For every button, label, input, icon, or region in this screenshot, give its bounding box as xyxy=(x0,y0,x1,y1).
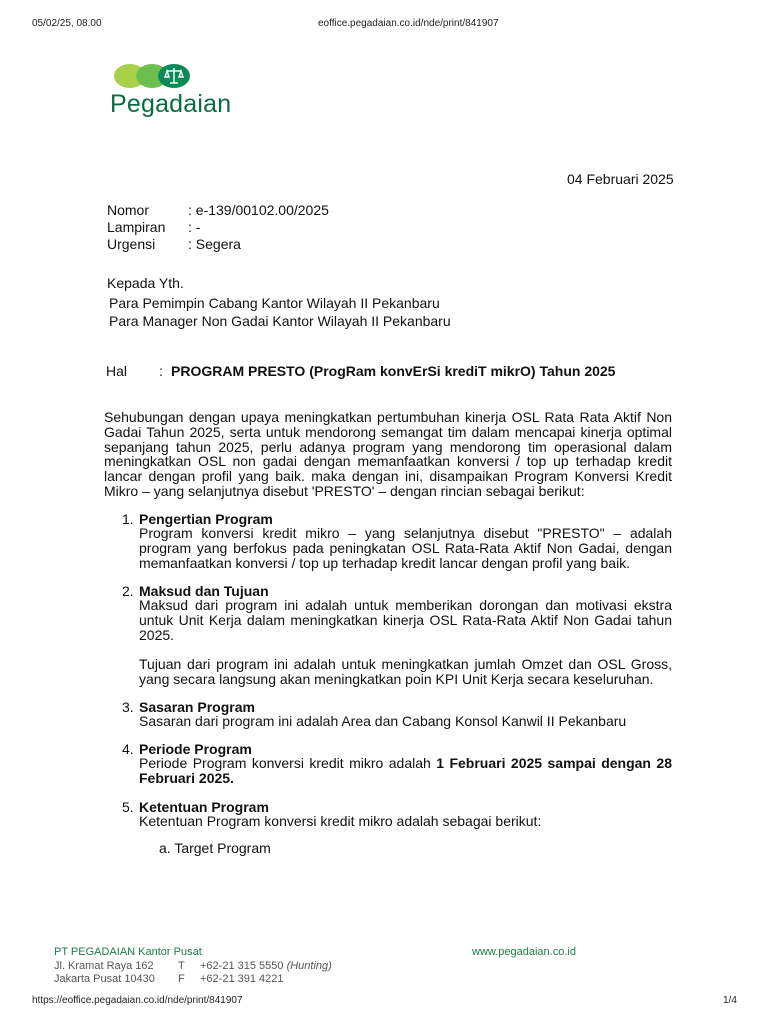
print-footer-url: https://eoffice.pegadaian.co.id/nde/print/841907 xyxy=(32,995,243,1006)
meta-label: Lampiran xyxy=(107,219,166,235)
logo-mark-icon xyxy=(112,62,194,90)
footer-company: PT PEGADAIAN Kantor Pusat xyxy=(54,946,202,958)
meta-value: : - xyxy=(188,219,201,235)
period-dates: 1 Februari 2025 sampai dengan 28 Februari 2025. xyxy=(139,755,672,786)
item-text: Tujuan dari program ini adalah untuk meningkatkan jumlah Omzet dan OSL Gross, yang secara langsung akan meningkatkan poin KPI Unit Kerja secara keseluruhan. xyxy=(139,656,672,687)
footer-phone xyxy=(200,960,332,972)
meta-value: : Segera xyxy=(188,236,241,252)
meta-lampiran xyxy=(107,219,200,235)
print-datetime: 05/02/25, 08.00 xyxy=(32,18,102,29)
footer-address-1: Jl. Kramat Raya 162 xyxy=(54,960,154,972)
footer-phone-note: (Hunting) xyxy=(286,960,332,972)
item-title: Maksud dan Tujuan xyxy=(139,583,269,599)
intro-paragraph: Sehubungan dengan upaya meningkatkan pertumbuhan kinerja OSL Rata Rata Aktif Non Gadai Tahun 2025, serta untuk mendorong semangat tim dalam mencapai kinerja optimal sepanjang tahun 2025, perlu adanya program yang mendorong tim operasional dalam meningkatkan OSL non gadai dengan memanfaatkan konversi / top up terhadap kredit lancar dengan profil yang baik. maka dengan ini, disampaikan Program Konversi Kredit Mikro – yang selanjutnya disebut 'PRESTO' – dengan rincian sebagai berikut: xyxy=(104,409,672,499)
meta-label: Urgensi xyxy=(107,236,156,252)
item-number: 3. xyxy=(122,699,134,715)
letterhead-footer xyxy=(52,944,604,988)
footer-fax: +62-21 391 4221 xyxy=(200,973,284,985)
meta-value: : e-139/00102.00/2025 xyxy=(188,202,329,218)
period-text: Periode Program konversi kredit mikro adalah xyxy=(139,755,437,771)
footer-phone-label: T xyxy=(178,960,185,972)
recipient-line: Para Pemimpin Cabang Kantor Wilayah II Pekanbaru xyxy=(109,295,440,311)
item-text: Program konversi kredit mikro – yang selanjutnya disebut "PRESTO" – adalah program yang berfokus pada peningkatan OSL Rata-Rata Aktif Non Gadai, dengan memanfaatkan konversi / top up terhadap kredit lancar dengan profil yang baik. xyxy=(139,525,672,571)
footer-website: www.pegadaian.co.id xyxy=(472,946,576,958)
sub-item: a. Target Program xyxy=(159,840,271,856)
pegadaian-logo xyxy=(110,62,270,122)
item-text xyxy=(139,756,672,786)
print-page-number: 1/4 xyxy=(723,995,737,1006)
item-number: 1. xyxy=(122,511,134,527)
logo-wordmark: Pegadaian xyxy=(110,90,232,118)
subject-label: Hal xyxy=(106,363,128,379)
item-number: 5. xyxy=(122,799,134,815)
item-text: Ketentuan Program konversi kredit mikro adalah sebagai berikut: xyxy=(139,813,542,829)
item-title: Periode Program xyxy=(139,741,252,757)
meta-nomor xyxy=(107,202,329,218)
subject-text: PROGRAM PRESTO (ProgRam konvErSi krediT mikrO) Tahun 2025 xyxy=(171,363,616,379)
meta-urgensi xyxy=(107,236,241,252)
meta-label: Nomor xyxy=(107,202,150,218)
footer-phone-number: +62-21 315 5550 xyxy=(200,960,284,972)
subject-colon: : xyxy=(159,363,163,379)
item-text: Sasaran dari program ini adalah Area dan Cabang Konsol Kanwil II Pekanbaru xyxy=(139,713,627,729)
print-url: eoffice.pegadaian.co.id/nde/print/841907 xyxy=(318,18,499,29)
item-title: Pengertian Program xyxy=(139,511,273,527)
item-text: Maksud dari program ini adalah untuk memberikan dorongan dan motivasi ekstra untuk Unit Kerja dalam meningkatkan kinerja OSL Rata-Rata Aktif Non Gadai tahun 2025. xyxy=(139,597,672,643)
footer-address-2: Jakarta Pusat 10430 xyxy=(54,973,155,985)
footer-fax-label: F xyxy=(178,973,185,985)
item-number: 4. xyxy=(122,741,134,757)
salutation: Kepada Yth. xyxy=(107,275,184,291)
letter-date: 04 Februari 2025 xyxy=(567,171,674,187)
recipient-line: Para Manager Non Gadai Kantor Wilayah II Pekanbaru xyxy=(109,313,451,329)
item-title: Ketentuan Program xyxy=(139,799,269,815)
item-title: Sasaran Program xyxy=(139,699,255,715)
item-number: 2. xyxy=(122,583,134,599)
